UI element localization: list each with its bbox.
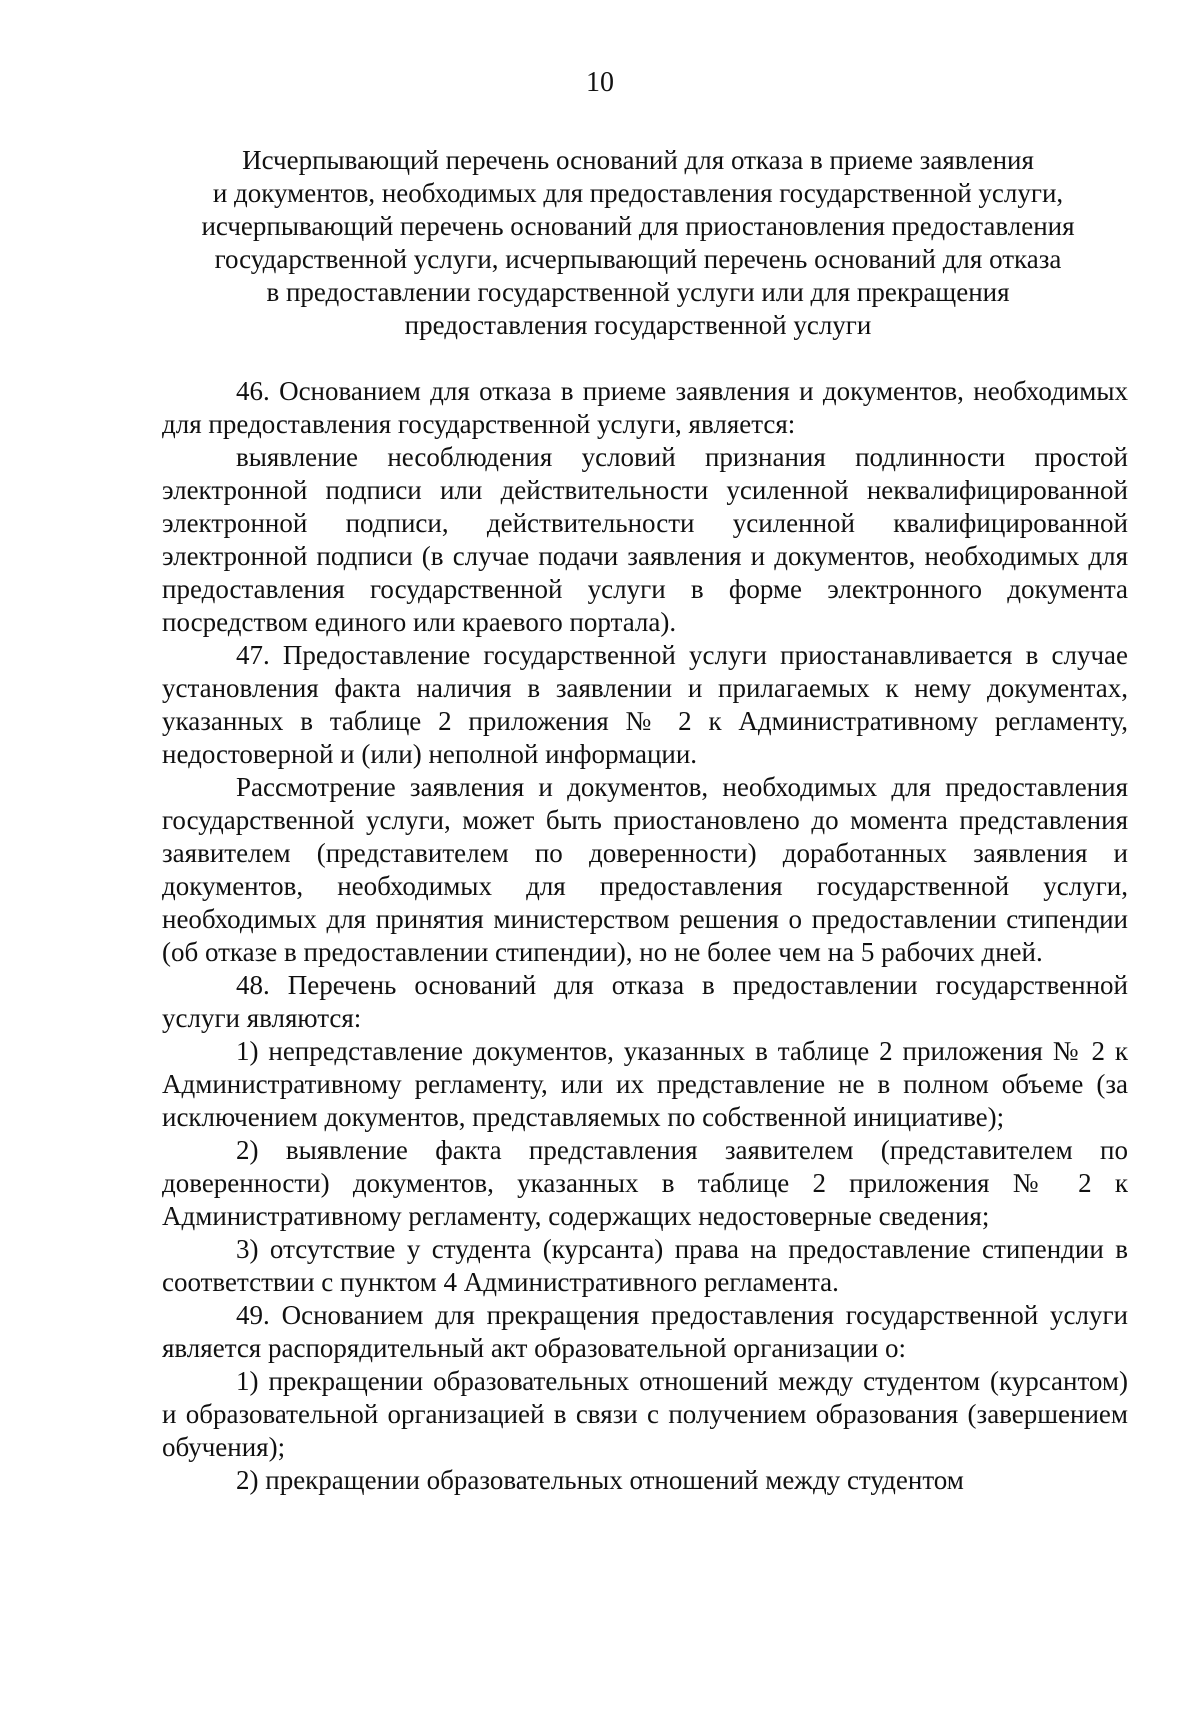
paragraph-46: 46. Основанием для отказа в приеме заявления и документов, необходимых для предоставления государственной услуги, является: [162, 376, 1128, 439]
paragraph-48-item-1: 1) непредставление документов, указанных в таблице 2 приложения № 2 к Административному регламенту, или их представление не в полном объеме (за исключением документов, представляемых по собственной инициативе); [162, 1036, 1128, 1132]
heading-line: предоставления государственной услуги [404, 310, 872, 340]
section-heading [150, 144, 1126, 342]
heading-line: исчерпывающий перечень оснований для приостановления предоставления [201, 211, 1075, 241]
paragraph-47-review: Рассмотрение заявления и документов, необходимых для предоставления государственной услуги, может быть приостановлено до момента представления заявителем (представителем по доверенности) доработанных заявления и документов, необходимых для предоставления государственной услуги, необходимых для принятия министерством решения о предоставлении стипендии (об отказе в предоставлении стипендии), но не более чем на 5 рабочих дней. [162, 772, 1128, 967]
heading-line: и документов, необходимых для предоставления государственной услуги, [212, 178, 1064, 208]
heading-line: государственной услуги, исчерпывающий перечень оснований для отказа [214, 244, 1062, 274]
paragraph-49-item-1: 1) прекращении образовательных отношений между студентом (курсантом) и образовательной организацией в связи с получением образования (завершением обучения); [162, 1366, 1128, 1462]
heading-line: в предоставлении государственной услуги или для прекращения [266, 277, 1010, 307]
page-number: 10 [586, 67, 614, 98]
paragraph-49-item-2: 2) прекращении образовательных отношений между студентом [236, 1465, 964, 1495]
document-body [162, 375, 1128, 1497]
paragraph-48-item-3: 3) отсутствие у студента (курсанта) права на предоставление стипендии в соответствии с пунктом 4 Административного регламента. [162, 1234, 1128, 1297]
paragraph-49: 49. Основанием для прекращения предоставления государственной услуги является распорядительный акт образовательной организации о: [162, 1300, 1128, 1363]
heading-line: Исчерпывающий перечень оснований для отказа в приеме заявления [242, 145, 1034, 175]
paragraph-46-ground: выявление несоблюдения условий признания подлинности простой электронной подписи или действительности усиленной неквалифицированной электронной подписи, действительности усиленной квалифицированной электронной подписи (в случае подачи заявления и документов, необходимых для предоставления государственной услуги в форме электронного документа посредством единого или краевого портала). [162, 442, 1128, 637]
paragraph-48-item-2: 2) выявление факта представления заявителем (представителем по доверенности) документов, указанных в таблице 2 приложения № 2 к Административному регламенту, содержащих недостоверные сведения; [162, 1135, 1128, 1231]
paragraph-48: 48. Перечень оснований для отказа в предоставлении государственной услуги являются: [162, 970, 1128, 1033]
paragraph-47: 47. Предоставление государственной услуги приостанавливается в случае установления факта наличия в заявлении и прилагаемых к нему документах, указанных в таблице 2 приложения № 2 к Административному регламенту, недостоверной и (или) неполной информации. [162, 640, 1128, 769]
